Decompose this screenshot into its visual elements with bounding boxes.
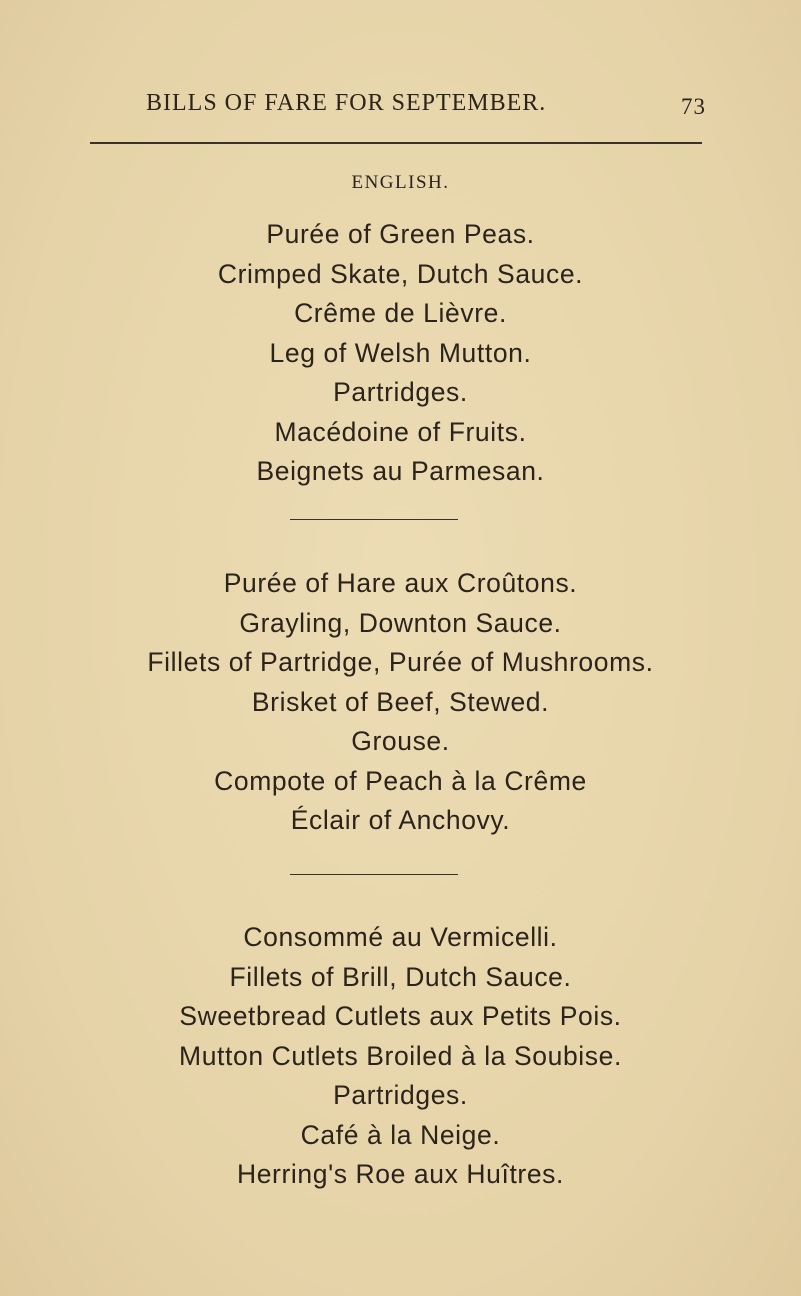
header-rule xyxy=(90,142,702,144)
menu-item: Beignets au Parmesan. xyxy=(256,456,545,486)
menu-item: Macédoine of Fruits. xyxy=(274,416,527,447)
bill-of-fare-2 xyxy=(0,564,801,841)
page-number: 73 xyxy=(681,94,706,119)
menu-item: Crême de Lièvre. xyxy=(294,298,507,328)
menu-item: Fillets of Brill, Dutch Sauce. xyxy=(229,961,572,992)
menu-divider xyxy=(290,874,458,875)
bill-of-fare-1 xyxy=(0,215,801,492)
menu-item: Herring's Roe aux Huîtres. xyxy=(236,1159,564,1189)
menu-item: Purée of Hare aux Croûtons. xyxy=(223,568,578,598)
menu-item: Brisket of Beef, Stewed. xyxy=(251,686,550,717)
menu-item: Éclair of Anchovy. xyxy=(290,805,511,835)
menu-divider xyxy=(290,519,458,520)
menu-item: Grayling, Downton Sauce. xyxy=(239,607,562,638)
running-title: BILLS OF FARE FOR SEPTEMBER. xyxy=(146,90,547,116)
menu-item: Purée of Green Peas. xyxy=(266,219,535,249)
menu-item: Mutton Cutlets Broiled à la Soubise. xyxy=(179,1040,622,1071)
menu-item: Leg of Welsh Mutton. xyxy=(269,337,532,368)
menu-item: Partridges. xyxy=(333,377,468,407)
menu-item: Partridges. xyxy=(333,1080,468,1110)
menu-item: Compote of Peach à la Crême xyxy=(214,765,587,796)
menu-item: Sweetbread Cutlets aux Petits Pois. xyxy=(179,1001,622,1031)
menu-item: Café à la Neige. xyxy=(300,1119,501,1150)
section-heading: ENGLISH. xyxy=(351,172,450,193)
menu-item: Consommé au Vermicelli. xyxy=(243,922,558,952)
menu-item: Crimped Skate, Dutch Sauce. xyxy=(217,258,584,289)
running-head xyxy=(146,90,706,122)
menu-item: Grouse. xyxy=(351,726,450,756)
menu-item: Fillets of Partridge, Purée of Mushrooms. xyxy=(147,647,654,677)
bill-of-fare-3 xyxy=(0,918,801,1195)
